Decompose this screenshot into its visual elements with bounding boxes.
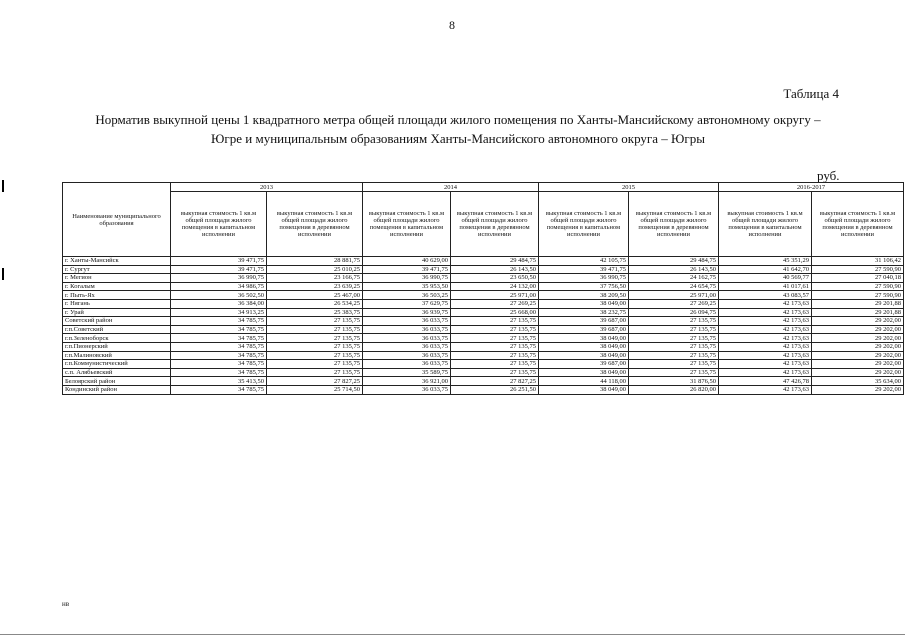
price-cell: 29 202,00 xyxy=(812,325,904,334)
margin-mark xyxy=(2,268,4,280)
price-cell: 37 629,75 xyxy=(363,299,451,308)
price-cell: 27 590,90 xyxy=(812,282,904,291)
price-cell: 29 201,88 xyxy=(812,299,904,308)
price-cell: 27 827,25 xyxy=(267,377,363,386)
year-header-row xyxy=(63,183,904,192)
price-cell: 42 173,63 xyxy=(719,299,812,308)
price-cell: 38 049,00 xyxy=(539,351,629,360)
price-cell: 27 135,75 xyxy=(267,342,363,351)
price-cell: 31 876,50 xyxy=(629,377,719,386)
price-cell: 35 589,75 xyxy=(363,368,451,377)
price-cell: 39 471,75 xyxy=(539,265,629,274)
table-row xyxy=(63,377,904,386)
price-cell: 29 202,00 xyxy=(812,342,904,351)
price-cell: 36 033,75 xyxy=(363,334,451,343)
municipality-name-cell: г. Пыть-Ях xyxy=(63,291,171,300)
price-cell: 25 714,50 xyxy=(267,385,363,394)
price-cell: 42 173,63 xyxy=(719,342,812,351)
price-cell: 38 049,00 xyxy=(539,385,629,394)
price-cell: 35 413,50 xyxy=(171,377,267,386)
price-cell: 27 135,75 xyxy=(267,325,363,334)
price-cell: 27 135,75 xyxy=(267,368,363,377)
price-cell: 24 132,00 xyxy=(451,282,539,291)
price-cell: 38 232,75 xyxy=(539,308,629,317)
municipality-name-cell: с.п. Алябьевский xyxy=(63,368,171,377)
table-row xyxy=(63,291,904,300)
bottom-rule xyxy=(0,634,905,635)
price-cell: 38 209,50 xyxy=(539,291,629,300)
table-label: Таблица 4 xyxy=(783,86,839,101)
table-row xyxy=(63,334,904,343)
price-cell: 26 820,00 xyxy=(629,385,719,394)
name-column-header: Наименование муниципального образования xyxy=(63,183,171,257)
price-cell: 27 135,75 xyxy=(267,360,363,369)
price-cell: 27 135,75 xyxy=(629,351,719,360)
table-row xyxy=(63,282,904,291)
price-cell: 34 785,75 xyxy=(171,342,267,351)
price-cell: 42 105,75 xyxy=(539,257,629,266)
table-row xyxy=(63,274,904,283)
price-cell: 29 202,00 xyxy=(812,334,904,343)
price-cell: 40 569,77 xyxy=(719,274,812,283)
price-cell: 36 033,75 xyxy=(363,385,451,394)
price-cell: 27 827,25 xyxy=(451,377,539,386)
price-cell: 29 202,00 xyxy=(812,351,904,360)
table-row xyxy=(63,342,904,351)
price-cell: 45 351,29 xyxy=(719,257,812,266)
table-row xyxy=(63,351,904,360)
price-cell: 38 049,00 xyxy=(539,299,629,308)
price-cell: 34 986,75 xyxy=(171,282,267,291)
price-cell: 38 049,00 xyxy=(539,368,629,377)
price-cell: 27 135,75 xyxy=(267,334,363,343)
price-cell: 26 534,25 xyxy=(267,299,363,308)
column-header: выкупная стоимость 1 кв.м общей площади жилого помещения в капитальном исполнении xyxy=(719,192,812,257)
price-cell: 36 033,75 xyxy=(363,325,451,334)
price-cell: 26 251,50 xyxy=(451,385,539,394)
price-cell: 27 135,75 xyxy=(451,342,539,351)
municipality-name-cell: г.п.Зеленоборск xyxy=(63,334,171,343)
municipality-name-cell: г. Сургут xyxy=(63,265,171,274)
price-cell: 36 990,75 xyxy=(171,274,267,283)
price-cell: 42 173,63 xyxy=(719,334,812,343)
price-cell: 27 040,18 xyxy=(812,274,904,283)
price-cell: 42 173,63 xyxy=(719,325,812,334)
price-cell: 39 687,00 xyxy=(539,317,629,326)
price-cell: 43 083,57 xyxy=(719,291,812,300)
municipality-name-cell: г.п.Малиновский xyxy=(63,351,171,360)
municipality-name-cell: г. Ханты-Мансийск xyxy=(63,257,171,266)
price-cell: 36 033,75 xyxy=(363,360,451,369)
table-row xyxy=(63,325,904,334)
price-cell: 42 173,63 xyxy=(719,385,812,394)
price-cell: 38 049,00 xyxy=(539,342,629,351)
price-cell: 27 135,75 xyxy=(629,342,719,351)
column-header: выкупная стоимость 1 кв.м общей площади жилого помещения в деревянном исполнении xyxy=(451,192,539,257)
price-cell: 36 033,75 xyxy=(363,342,451,351)
price-cell: 34 785,75 xyxy=(171,385,267,394)
price-cell: 27 590,90 xyxy=(812,291,904,300)
table-row xyxy=(63,368,904,377)
year-header: 2014 xyxy=(363,183,539,192)
price-cell: 26 143,50 xyxy=(629,265,719,274)
price-cell: 35 634,00 xyxy=(812,377,904,386)
price-cell: 29 202,00 xyxy=(812,368,904,377)
price-cell: 36 033,75 xyxy=(363,317,451,326)
table-body xyxy=(63,257,904,395)
price-cell: 42 173,63 xyxy=(719,360,812,369)
price-cell: 25 971,00 xyxy=(629,291,719,300)
price-cell: 29 484,75 xyxy=(629,257,719,266)
price-cell: 42 173,63 xyxy=(719,351,812,360)
column-header: выкупная стоимость 1 кв.м общей площади жилого помещения в деревянном исполнении xyxy=(812,192,904,257)
page-number: 8 xyxy=(449,18,455,32)
municipality-name-cell: г.п.Советский xyxy=(63,325,171,334)
price-cell: 34 785,75 xyxy=(171,368,267,377)
price-cell: 34 913,25 xyxy=(171,308,267,317)
column-header: выкупная стоимость 1 кв.м общей площади жилого помещения в капитальном исполнении xyxy=(539,192,629,257)
table-row xyxy=(63,360,904,369)
municipality-name-cell: г.п.Коммунистический xyxy=(63,360,171,369)
table-row xyxy=(63,385,904,394)
price-cell: 40 629,00 xyxy=(363,257,451,266)
municipality-name-cell: г. Урай xyxy=(63,308,171,317)
price-cell: 27 135,75 xyxy=(451,351,539,360)
year-header: 2013 xyxy=(171,183,363,192)
price-cell: 27 135,75 xyxy=(267,351,363,360)
price-cell: 27 135,75 xyxy=(629,325,719,334)
price-cell: 34 785,75 xyxy=(171,325,267,334)
price-cell: 39 471,75 xyxy=(171,257,267,266)
column-header-row xyxy=(63,192,904,257)
price-cell: 27 135,75 xyxy=(451,368,539,377)
table-row xyxy=(63,299,904,308)
price-cell: 24 654,75 xyxy=(629,282,719,291)
column-header: выкупная стоимость 1 кв.м общей площади жилого помещения в капитальном исполнении xyxy=(171,192,267,257)
price-cell: 26 094,75 xyxy=(629,308,719,317)
price-cell: 36 939,75 xyxy=(363,308,451,317)
price-cell: 31 106,42 xyxy=(812,257,904,266)
price-cell: 35 953,50 xyxy=(363,282,451,291)
price-cell: 23 166,75 xyxy=(267,274,363,283)
price-cell: 25 010,25 xyxy=(267,265,363,274)
price-cell: 25 668,00 xyxy=(451,308,539,317)
price-cell: 36 921,00 xyxy=(363,377,451,386)
table-row xyxy=(63,317,904,326)
price-cell: 36 384,00 xyxy=(171,299,267,308)
price-cell: 42 173,63 xyxy=(719,317,812,326)
price-cell: 47 426,78 xyxy=(719,377,812,386)
document-title: Норматив выкупной цены 1 квадратного метра общей площади жилого помещения по Ханты-Мансийскому автономному округу – Югре и муниципальным образованиям Ханты-Мансийского автономного округа – Югры xyxy=(95,112,821,146)
price-cell: 23 639,25 xyxy=(267,282,363,291)
price-cell: 27 135,75 xyxy=(451,325,539,334)
price-cell: 42 173,63 xyxy=(719,368,812,377)
rates-table xyxy=(62,182,904,395)
price-cell: 39 687,00 xyxy=(539,360,629,369)
table-row xyxy=(63,308,904,317)
price-cell: 26 143,50 xyxy=(451,265,539,274)
price-cell: 27 135,75 xyxy=(629,334,719,343)
price-cell: 41 017,61 xyxy=(719,282,812,291)
year-header: 2015 xyxy=(539,183,719,192)
price-cell: 29 484,75 xyxy=(451,257,539,266)
price-cell: 25 383,75 xyxy=(267,308,363,317)
price-cell: 36 033,75 xyxy=(363,351,451,360)
municipality-name-cell: г. Мегион xyxy=(63,274,171,283)
price-cell: 27 135,75 xyxy=(267,317,363,326)
municipality-name-cell: г. Когалым xyxy=(63,282,171,291)
price-cell: 41 642,70 xyxy=(719,265,812,274)
price-cell: 27 135,75 xyxy=(451,360,539,369)
price-cell: 27 590,90 xyxy=(812,265,904,274)
price-cell: 42 173,63 xyxy=(719,308,812,317)
price-cell: 36 990,75 xyxy=(363,274,451,283)
price-cell: 34 785,75 xyxy=(171,334,267,343)
column-header: выкупная стоимость 1 кв.м общей площади жилого помещения в деревянном исполнении xyxy=(629,192,719,257)
price-cell: 27 269,25 xyxy=(451,299,539,308)
price-cell: 39 471,75 xyxy=(171,265,267,274)
year-header: 2016-2017 xyxy=(719,183,904,192)
unit-label: руб. xyxy=(817,168,840,183)
price-cell: 36 502,50 xyxy=(171,291,267,300)
municipality-name-cell: г.п.Пионерский xyxy=(63,342,171,351)
price-cell: 37 756,50 xyxy=(539,282,629,291)
price-cell: 27 269,25 xyxy=(629,299,719,308)
price-cell: 27 135,75 xyxy=(629,368,719,377)
price-cell: 29 202,00 xyxy=(812,360,904,369)
price-cell: 34 785,75 xyxy=(171,317,267,326)
column-header: выкупная стоимость 1 кв.м общей площади жилого помещения в капитальном исполнении xyxy=(363,192,451,257)
price-cell: 23 650,50 xyxy=(451,274,539,283)
price-cell: 25 467,00 xyxy=(267,291,363,300)
price-cell: 39 687,00 xyxy=(539,325,629,334)
price-cell: 34 785,75 xyxy=(171,351,267,360)
price-cell: 36 503,25 xyxy=(363,291,451,300)
price-cell: 24 162,75 xyxy=(629,274,719,283)
price-cell: 28 881,75 xyxy=(267,257,363,266)
price-cell: 38 049,00 xyxy=(539,334,629,343)
table-row xyxy=(63,265,904,274)
price-cell: 44 118,00 xyxy=(539,377,629,386)
price-cell: 25 971,00 xyxy=(451,291,539,300)
table-row xyxy=(63,257,904,266)
margin-mark xyxy=(2,180,4,192)
price-cell: 29 202,00 xyxy=(812,317,904,326)
price-cell: 39 471,75 xyxy=(363,265,451,274)
price-cell: 36 990,75 xyxy=(539,274,629,283)
municipality-name-cell: г. Нягань xyxy=(63,299,171,308)
price-cell: 27 135,75 xyxy=(629,360,719,369)
municipality-name-cell: Советский район xyxy=(63,317,171,326)
column-header: выкупная стоимость 1 кв.м общей площади жилого помещения в деревянном исполнении xyxy=(267,192,363,257)
price-cell: 27 135,75 xyxy=(629,317,719,326)
price-cell: 27 135,75 xyxy=(451,317,539,326)
municipality-name-cell: Белоярский район xyxy=(63,377,171,386)
price-cell: 29 201,88 xyxy=(812,308,904,317)
footer-mark: нв xyxy=(62,600,70,608)
price-cell: 29 202,00 xyxy=(812,385,904,394)
municipality-name-cell: Кондинский район xyxy=(63,385,171,394)
price-cell: 27 135,75 xyxy=(451,334,539,343)
price-cell: 34 785,75 xyxy=(171,360,267,369)
